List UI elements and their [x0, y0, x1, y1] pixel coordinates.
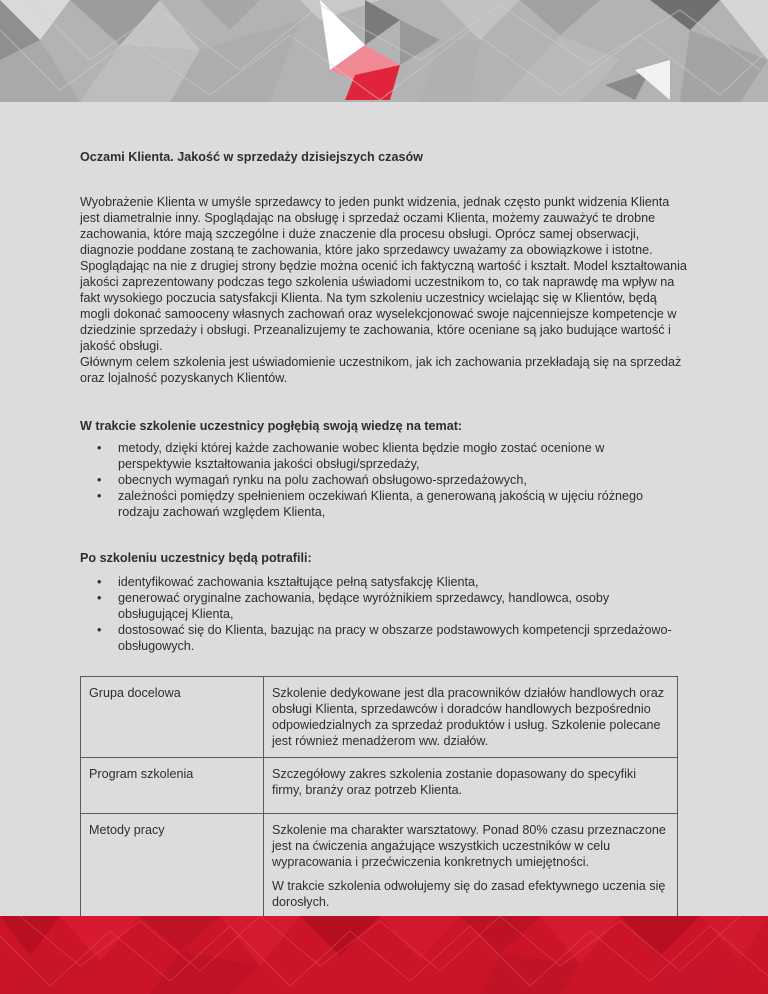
section-skills-heading: Po szkoleniu uczestnicy będą potrafili: [80, 551, 312, 565]
section-knowledge-heading: W trakcie szkolenie uczestnicy pogłębią swoją wiedzę na temat: [80, 419, 463, 433]
list-item: • obecnych wymagań rynku na polu zachowań obsługowo-sprzedażowych, [80, 472, 680, 488]
header-geometric-pattern [0, 0, 768, 102]
list-item: • generować oryginalne zachowania, będące wyróżnikiem sprzedawcy, handlowca, osoby obsługującej Klienta, [80, 590, 680, 622]
training-info-table [80, 676, 678, 919]
footer-geometric-pattern [0, 916, 768, 994]
table-value-text: W trakcie szkolenia odwołujemy się do zasad efektywnego uczenia się dorosłych. [272, 879, 666, 909]
table-row [81, 758, 678, 814]
table-value-cell [264, 677, 678, 758]
table-value-cell [264, 758, 678, 814]
header-banner [0, 0, 768, 102]
table-value-text: Szczegółowy zakres szkolenia zostanie dopasowany do specyfiki firmy, branży oraz potrzeb Klienta. [272, 767, 637, 797]
skills-list [80, 574, 680, 654]
table-value-cell [264, 814, 678, 919]
table-label-cell: Metody pracy [81, 814, 264, 919]
list-item: • zależności pomiędzy spełnieniem oczekiwań Klienta, a generowaną jakością w ujęciu różnego rodzaju zachowań względem Klienta, [80, 488, 680, 520]
table-label-cell: Grupa docelowa [81, 677, 264, 758]
intro-paragraph: Wyobrażenie Klienta w umyśle sprzedawcy to jeden punkt widzenia, jednak często punkt widzenia Klienta jest diametralnie inny. Spoglądając na obsługę i sprzedaż oczami Klienta, możemy zauważyć te drobne zachowania, które mają szczególne i duże znaczenie dla procesu obsługi. Oprócz samej obserwacji, diagnozie poddane zostaną te zachowania, które jako sprzedawcy uważamy za obowiązkowe i istotne. Spoglądając na nie z drugiej strony będzie można ocenić ich faktyczną wartość i kształt. Model kształtowania jakości zaprezentowany podczas tego szkolenia uświadomi uczestnikom to, co tak naprawdę ma wpływ na fakt wysokiego poczucia satysfakcji Klienta. Na tym szkoleniu uczestnicy wcielając się w Klientów, będą mogli dokonać samooceny własnych zachowań oraz wyselekcjonować swoje najcenniejsze kompetencje w dziedzinie sprzedaży i obsługi. Przeanalizujemy te zachowania, które oceniane są jako budujące wartość i jakość obsługi. [80, 195, 687, 353]
list-item: • identyfikować zachowania kształtujące pełną satysfakcję Klienta, [80, 574, 680, 590]
list-item: • metody, dzięki której każde zachowanie wobec klienta będzie mogło zostać ocenione w perspektywie kształtowania jakości obsługi/sprzedaży, [80, 440, 680, 472]
table-label-cell: Program szkolenia [81, 758, 264, 814]
table-value-text: Szkolenie dedykowane jest dla pracowników działów handlowych oraz obsługi Klienta, sprzedawców i doradców handlowych bezpośrednio odpowiedzialnych za sprzedaż produktów i usług. Szkolenie polecane jest również menadżerom ww. działów. [272, 686, 665, 748]
document-title: Oczami Klienta. Jakość w sprzedaży dzisiejszych czasów [80, 150, 423, 164]
knowledge-list [80, 440, 680, 520]
footer-banner [0, 916, 768, 994]
table-row [81, 814, 678, 919]
goal-paragraph: Głównym celem szkolenia jest uświadomienie uczestnikom, jak ich zachowania przekładają się na sprzedaż oraz lojalność pozyskanych Klientów. [80, 355, 682, 385]
table-row [81, 677, 678, 758]
list-item: • dostosować się do Klienta, bazując na pracy w obszarze podstawowych kompetencji sprzedażowo-obsługowych. [80, 622, 680, 654]
table-value-text: Szkolenie ma charakter warsztatowy. Ponad 80% czasu przeznaczone jest na ćwiczenia angażujące wszystkich uczestników w celu wypracowania i przećwiczenia konkretnych umiejętności. [272, 823, 666, 869]
